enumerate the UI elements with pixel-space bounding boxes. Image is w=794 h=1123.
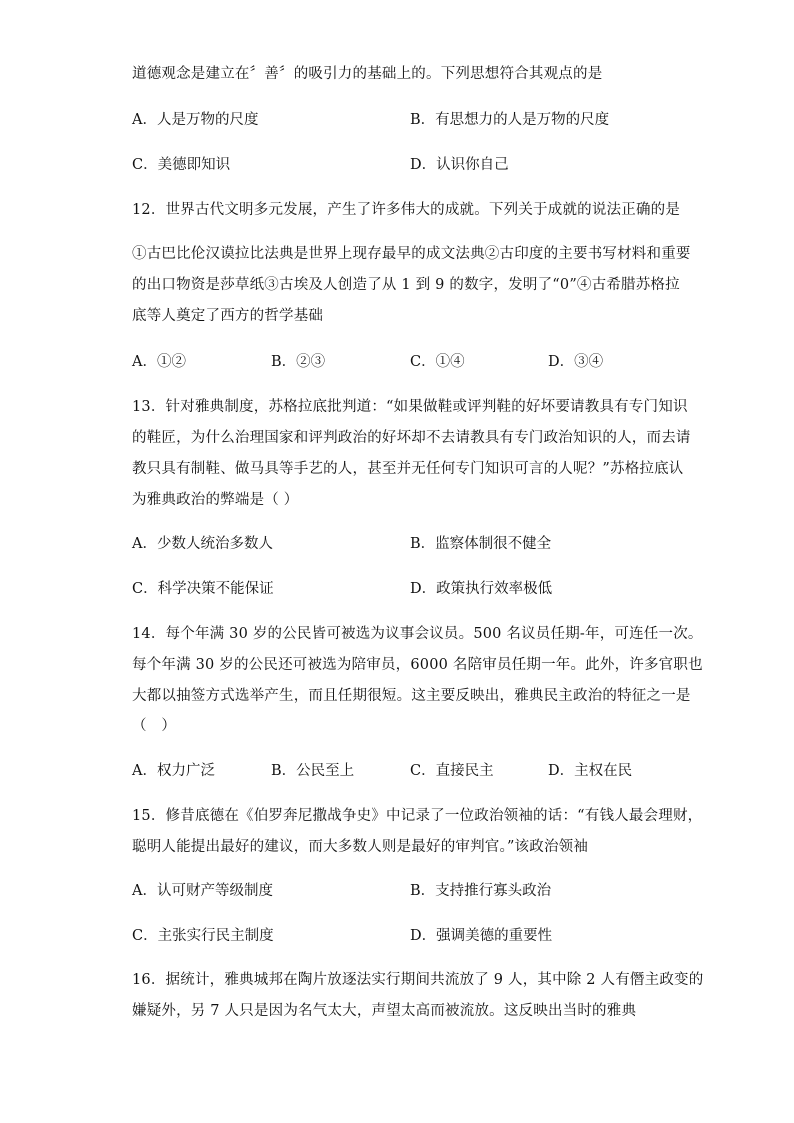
q14-stem-line-3: 大都以抽签方式选举产生，而且任期很短。这主要反映出，雅典民主政治的特征之一是 [132,688,691,704]
q14-stem-line-1: 14．每个年满 30 岁的公民皆可被选为议事会议员。500 名议员任期-年，可连任一次。 [132,626,703,642]
q15-option-a: A．认可财产等级制度 [132,883,273,899]
q12-option-b: B．②③ [271,354,326,370]
q14-option-a: A．权力广泛 [132,763,215,779]
q13-option-a: A．少数人统治多数人 [132,536,273,552]
q11-stem-tail: 道德观念是建立在〞善〞的吸引力的基础上的。下列思想符合其观点的是 [132,66,603,82]
q16-stem-line-1: 16．据统计，雅典城邦在陶片放逐法实行期间共流放了 9 人，其中除 2 人有僭主政变的 [132,972,704,988]
q14-option-c: C．直接民主 [410,763,494,779]
q15-option-c: C．主张实行民主制度 [132,928,274,944]
q12-stem-line-3: 的出口物资是莎草纸③古埃及人创造了从 1 到 9 的数字，发明了“0”④古希腊苏格拉 [132,277,680,293]
q13-option-c: C．科学决策不能保证 [132,581,274,597]
q15-stem-line-2: 聪明人能提出最好的建议，而大多数人则是最好的审判官。”该政治领袖 [132,839,589,855]
q14-option-b: B．公民至上 [271,763,355,779]
q12-stem-line-1: 12．世界古代文明多元发展，产生了许多伟大的成就。下列关于成就的说法正确的是 [132,202,681,218]
q12-stem-line-2: ①古巴比伦汉谟拉比法典是世界上现存最早的成文法典②古印度的主要书写材料和重要 [132,246,691,262]
q14-option-d: D．主权在民 [548,763,633,779]
q12-option-c: C．①④ [410,354,465,370]
q13-option-b: B．监察体制很不健全 [410,536,552,552]
q12-option-a: A．①② [132,354,186,370]
q14-stem-line-2: 每个年满 30 岁的公民还可被选为陪审员，6000 名陪审员任期一年。此外，许多官职也 [132,657,703,673]
q11-option-b: B．有思想力的人是万物的尺度 [410,112,610,128]
q11-option-d: D．认识你自己 [410,157,509,173]
q11-option-a: A．人是万物的尺度 [132,112,259,128]
q12-stem-line-4: 底等人奠定了西方的哲学基础 [132,308,324,324]
q15-option-d: D．强调美德的重要性 [410,928,553,944]
q13-stem-line-4: 为雅典政治的弊端是（ ） [132,492,299,508]
q15-stem-line-1: 15．修昔底德在《伯罗奔尼撒战争史》中记录了一位政治领袖的话：“有钱人最会理财， [132,808,703,824]
q13-stem-line-2: 的鞋匠，为什么治理国家和评判政治的好坏却不去请教具有专门政治知识的人，而去请 [132,430,691,446]
q15-option-b: B．支持推行寡头政治 [410,883,552,899]
q11-option-c: C．美德即知识 [132,157,231,173]
q13-stem-line-1: 13．针对雅典制度，苏格拉底批判道：“如果做鞋或评判鞋的好坏要请教具有专门知识 [132,399,688,415]
q13-stem-line-3: 教只具有制鞋、做马具等手艺的人，甚至并无任何专门知识可言的人呢？”苏格拉底认 [132,461,684,477]
q14-stem-line-4: （ ） [132,718,177,734]
q12-option-d: D．③④ [548,354,604,370]
q16-stem-line-2: 嫌疑外，另 7 人只是因为名气太大，声望太高而被流放。这反映出当时的雅典 [132,1003,637,1019]
q13-option-d: D．政策执行效率极低 [410,581,553,597]
